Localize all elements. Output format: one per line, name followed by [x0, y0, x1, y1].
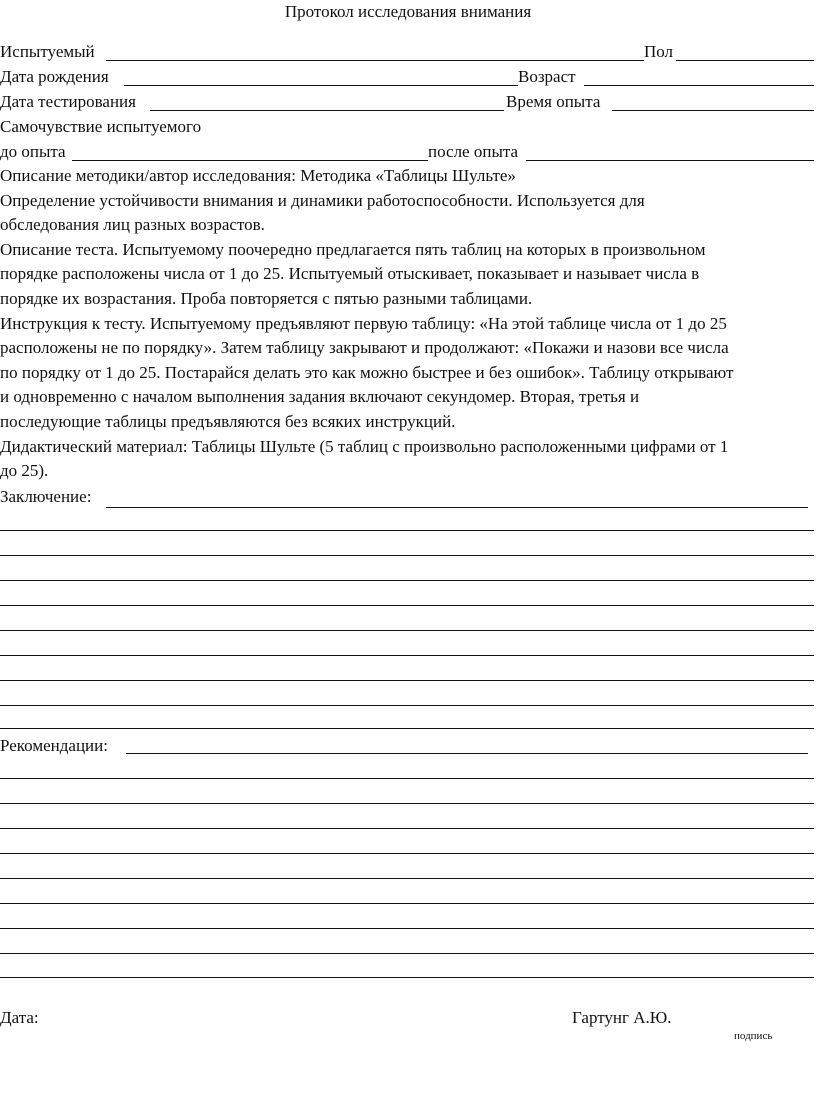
instruction-line-3: по порядку от 1 до 25. Постарайся делать это как можно быстрее и без ошибок». Таблицу открывают — [0, 363, 734, 382]
test-date-line[interactable] — [150, 110, 504, 111]
conclusion-label: Заключение: — [0, 485, 91, 509]
conclusion-line[interactable] — [106, 507, 808, 508]
before-after-row — [0, 140, 816, 164]
age-line[interactable] — [584, 85, 814, 86]
sex-line[interactable] — [676, 60, 814, 61]
wellbeing-label: Самочувствие испытуемого — [0, 115, 201, 139]
conclusion-line[interactable] — [0, 605, 814, 606]
recommendations-label: Рекомендации: — [0, 734, 108, 758]
recommendations-line[interactable] — [126, 753, 808, 754]
conclusion-line[interactable] — [0, 680, 814, 681]
material-line-2: до 25). — [0, 461, 49, 480]
date-label: Дата: — [0, 1006, 39, 1030]
age-label: Возраст — [518, 65, 576, 89]
sex-label: Пол — [644, 40, 673, 64]
author-name: Гартунг А.Ю. — [572, 1006, 672, 1030]
time-label: Время опыта — [506, 90, 600, 114]
before-label: до опыта — [0, 140, 66, 164]
subject-line[interactable] — [106, 60, 644, 61]
purpose-line-1: Определение устойчивости внимания и динамики работоспособности. Используется для — [0, 191, 645, 210]
instruction-line-1: Инструкция к тесту. Испытуемому предъявляют первую таблицу: «На этой таблице числа от 1 до 25 — [0, 314, 727, 333]
recommendations-line[interactable] — [0, 928, 814, 929]
signature-label: подпись — [734, 1030, 773, 1042]
after-label: после опыта — [428, 140, 518, 164]
recommendations-line[interactable] — [0, 853, 814, 854]
test-date-row — [0, 90, 816, 114]
recommendations-line[interactable] — [0, 778, 814, 779]
subject-label: Испытуемый — [0, 40, 95, 64]
description-line-3: порядке их возрастания. Проба повторяется с пятью разными таблицами. — [0, 289, 533, 308]
material-line-1: Дидактический материал: Таблицы Шульте (5 таблиц с произвольно расположенными цифрами от 1 — [0, 437, 729, 456]
purpose-line-2: обследования лиц разных возрастов. — [0, 215, 265, 234]
conclusion-line[interactable] — [0, 530, 814, 531]
conclusion-line[interactable] — [0, 705, 814, 706]
instruction-line-4: и одновременно с началом выполнения задания включают секундомер. Вторая, третья и — [0, 387, 640, 406]
wellbeing-row — [0, 115, 816, 139]
birth-line[interactable] — [124, 85, 518, 86]
method-text: Описание методики/автор исследования: Методика «Таблицы Шульте» — [0, 166, 516, 185]
birth-label: Дата рождения — [0, 65, 109, 89]
recommendations-line[interactable] — [0, 803, 814, 804]
subject-row — [0, 40, 816, 64]
recommendations-line[interactable] — [0, 977, 814, 978]
conclusion-line[interactable] — [0, 630, 814, 631]
recommendations-line[interactable] — [0, 828, 814, 829]
description-line-2: порядке расположены числа от 1 до 25. Испытуемый отыскивает, показывает и называет числа в — [0, 264, 700, 283]
recommendations-line[interactable] — [0, 953, 814, 954]
instruction-line-2: расположены не по порядку». Затем таблицу закрывают и продолжают: «Покажи и назови все числа — [0, 338, 729, 357]
page-title: Протокол исследования внимания — [284, 2, 532, 21]
conclusion-line[interactable] — [0, 728, 814, 729]
instruction-line-5: последующие таблицы предъявляются без всяких инструкций. — [0, 412, 456, 431]
recommendations-line[interactable] — [0, 878, 814, 879]
birth-row — [0, 65, 816, 89]
time-line[interactable] — [612, 110, 814, 111]
conclusion-line[interactable] — [0, 655, 814, 656]
recommendations-row — [0, 734, 816, 758]
conclusion-line[interactable] — [0, 555, 814, 556]
recommendations-line[interactable] — [0, 903, 814, 904]
conclusion-line[interactable] — [0, 580, 814, 581]
description-line-1: Описание теста. Испытуемому поочередно предлагается пять таблиц на которых в произвольном — [0, 240, 706, 259]
before-line[interactable] — [72, 160, 428, 161]
conclusion-row — [0, 485, 816, 509]
test-date-label: Дата тестирования — [0, 90, 136, 114]
after-line[interactable] — [526, 160, 814, 161]
